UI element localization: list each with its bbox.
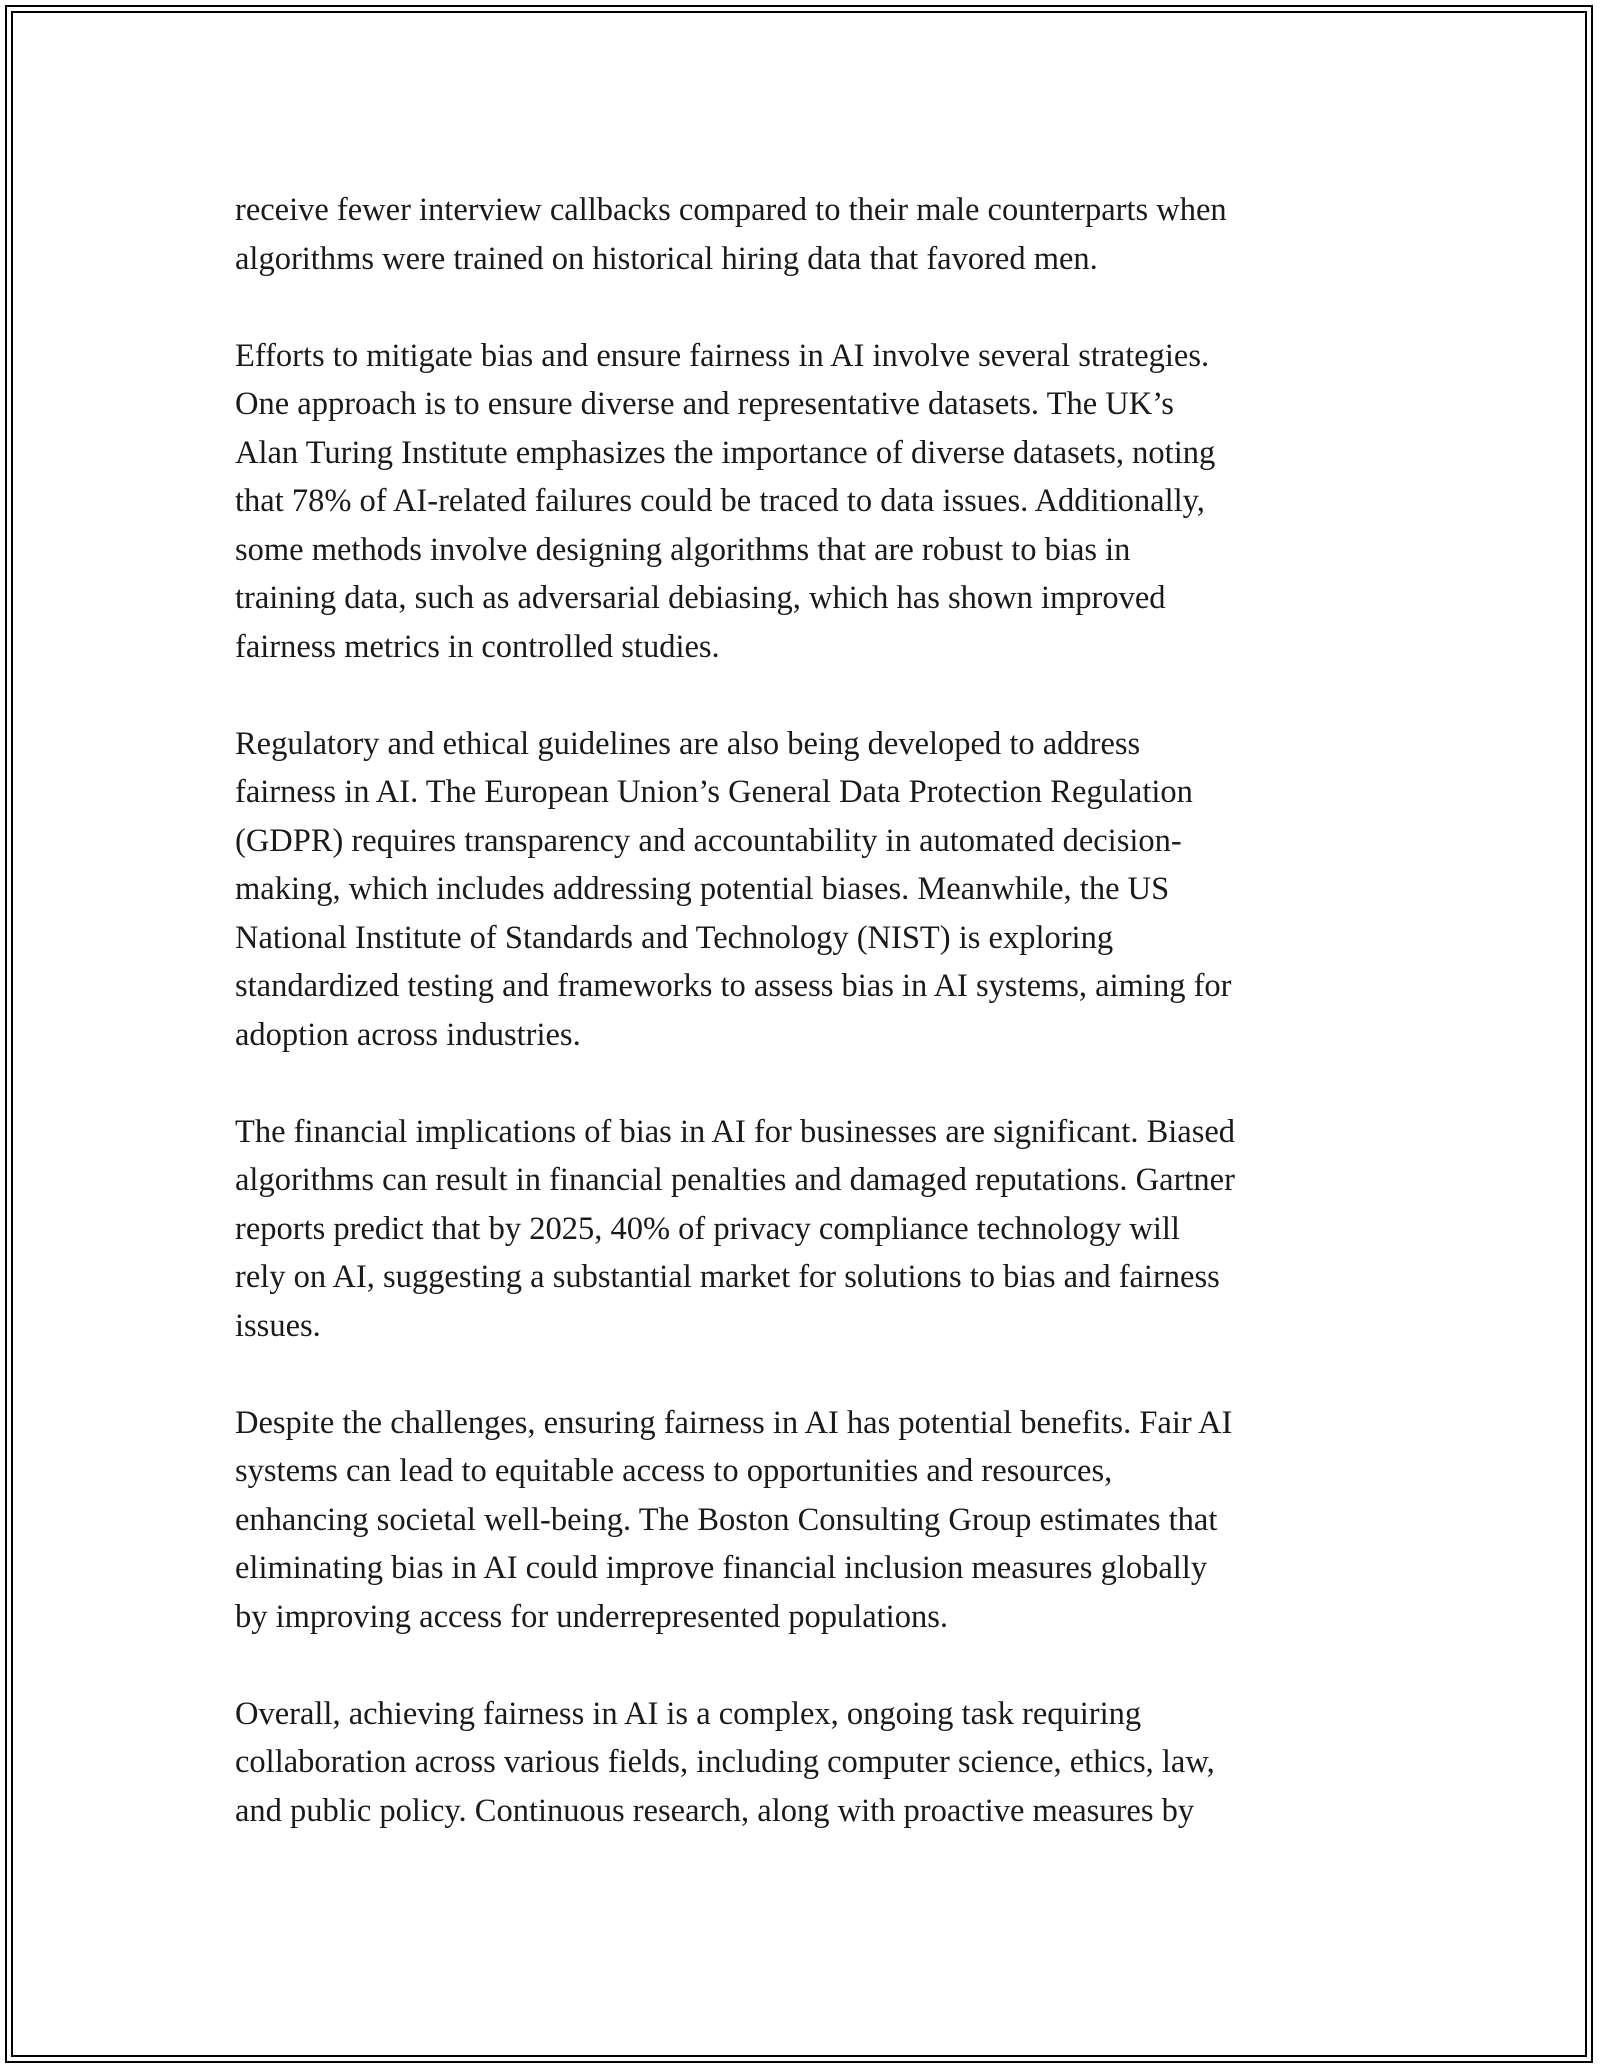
text-line: National Institute of Standards and Technology (NIST) is exploring [235,919,1114,956]
paragraph-hiring-bias [235,186,1385,283]
text-line: by improving access for underrepresented populations. [235,1598,948,1635]
paragraph-mitigation-strategies [235,332,1385,672]
text-line: and public policy. Continuous research, along with proactive measures by [235,1792,1195,1829]
text-line: reports predict that by 2025, 40% of privacy compliance technology will [235,1210,1180,1247]
text-line: enhancing societal well-being. The Boston Consulting Group estimates that [235,1501,1218,1538]
text-line: algorithms were trained on historical hiring data that favored men. [235,240,1098,277]
paragraph-financial-implications [235,1108,1385,1351]
text-line: some methods involve designing algorithms that are robust to bias in [235,531,1131,568]
text-line: standardized testing and frameworks to assess bias in AI systems, aiming for [235,968,1232,1004]
text-line: (GDPR) requires transparency and accountability in automated decision- [235,822,1182,859]
text-line: algorithms can result in financial penalties and damaged reputations. Gartner [235,1162,1235,1198]
text-line: collaboration across various fields, including computer science, ethics, law, [235,1744,1215,1780]
text-line: fairness metrics in controlled studies. [235,628,720,665]
paragraph-overall-conclusion [235,1690,1385,1836]
document-body [235,186,1385,1884]
text-line: Overall, achieving fairness in AI is a complex, ongoing task requiring [235,1695,1142,1732]
text-line: Regulatory and ethical guidelines are also being developed to address [235,725,1141,762]
text-line: Alan Turing Institute emphasizes the importance of diverse datasets, noting [235,434,1216,471]
text-line: One approach is to ensure diverse and representative datasets. The UK’s [235,386,1174,422]
paragraph-potential-benefits [235,1399,1385,1642]
text-line: systems can lead to equitable access to opportunities and resources, [235,1453,1113,1489]
text-line: rely on AI, suggesting a substantial market for solutions to bias and fairness [235,1259,1220,1295]
text-line: Despite the challenges, ensuring fairness in AI has potential benefits. Fair AI [235,1404,1233,1441]
text-line: eliminating bias in AI could improve financial inclusion measures globally [235,1550,1208,1586]
text-line: training data, such as adversarial debiasing, which has shown improved [235,580,1166,616]
paragraph-regulatory-guidelines [235,720,1385,1060]
text-line: receive fewer interview callbacks compared to their male counterparts when [235,192,1227,228]
text-line: fairness in AI. The European Union’s General Data Protection Regulation [235,774,1193,810]
text-line: that 78% of AI-related failures could be traced to data issues. Additionally, [235,483,1205,519]
text-line: issues. [235,1307,321,1344]
text-line: Efforts to mitigate bias and ensure fairness in AI involve several strategies. [235,337,1210,374]
text-line: adoption across industries. [235,1016,581,1053]
text-line: making, which includes addressing potential biases. Meanwhile, the US [235,871,1170,907]
text-line: The financial implications of bias in AI for businesses are significant. Biased [235,1113,1236,1150]
